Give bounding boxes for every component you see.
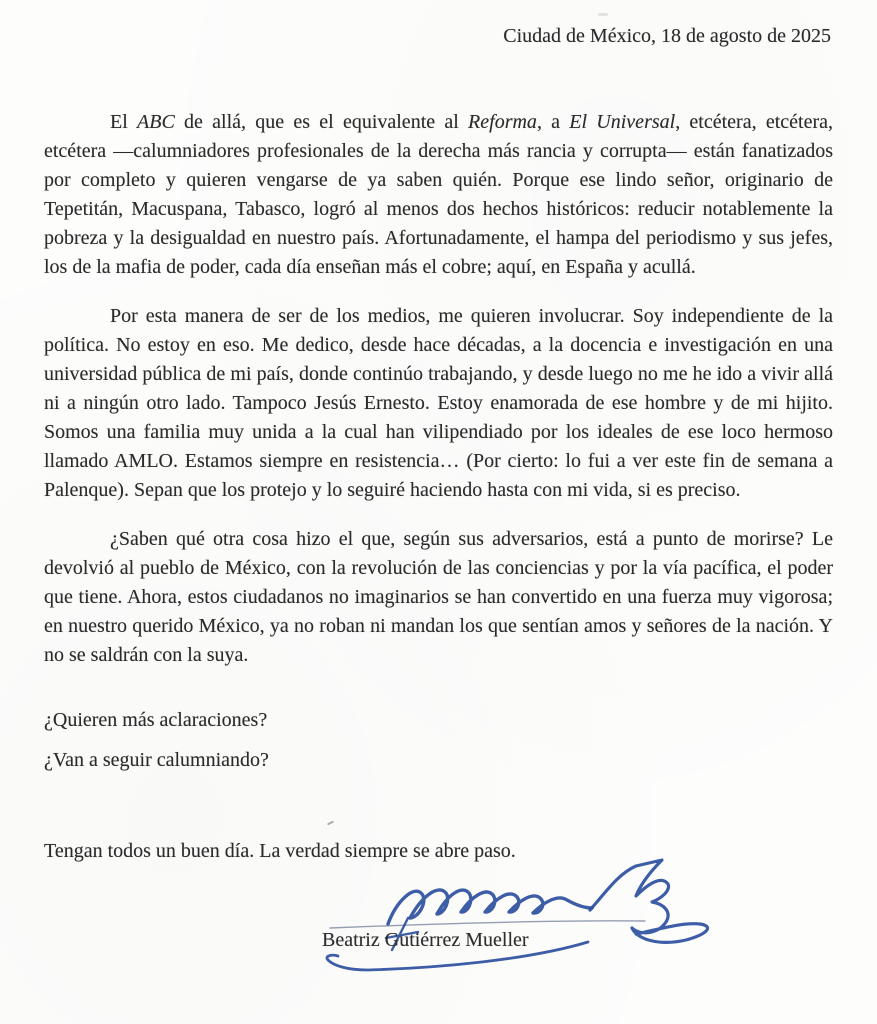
scan-speck [598, 13, 608, 16]
paragraph-3: ¿Saben qué otra cosa hizo el que, según sus adversarios, está a punto de morirse? Le devolvió al pueblo de México, con la revolución de las conciencias y por la vía pacífica, el poder que tiene. Ahora, estos ciudadanos no imaginarios se han convertido en una fuerza muy vigorosa; en nuestro querido México, ya no roban ni mandan los que sentían amos y señores de la nación. Y no se saldrán con la suya. [44, 528, 833, 666]
signature-flourish-icon [590, 860, 708, 942]
scan-speck [327, 820, 334, 825]
closing-line: Tengan todos un buen día. La verdad siempre se abre paso. [44, 840, 516, 862]
question-aclaraciones: ¿Quieren más aclaraciones? [44, 709, 268, 731]
dateline: Ciudad de México, 18 de agosto de 2025 [503, 25, 831, 47]
signature-block [0, 858, 877, 968]
signatory-name: Beatriz Gutiérrez Mueller [322, 929, 529, 951]
signature-scrawl-icon [388, 890, 592, 924]
questions-block [44, 706, 833, 775]
signature-icon [288, 858, 728, 978]
paragraph-1: El ABC de allá, que es el equivalente al Reforma, a El Universal, etcétera, etcétera, etcétera —calumniadores profesionales de la derecha más rancia y corrupta— están fanatizados por completo y quieren vengarse de ya saben quién. Porque ese lindo señor, originario de Tepetitán, Macuspana, Tabasco, logró al menos dos hechos históricos: reducir notablemente la pobreza y la desigualdad en nuestro país. Afortunadamente, el hampa del periodismo y sus jefes, los de la mafia de poder, cada día enseñan más el cobre; aquí, en España y acullá. [44, 111, 833, 278]
paragraph-2: Por esta manera de ser de los medios, me quieren involucrar. Soy independiente de la política. No estoy en eso. Me dedico, desde hace décadas, a la docencia e investigación en una universidad pública de mi país, donde continúo trabajando, y desde luego no me he ido a vivir allá ni a ningún otro lado. Tampoco Jesús Ernesto. Estoy enamorada de ese hombre y de mi hijito. Somos una familia muy unida a la cual han vilipendiado por los ideales de ese loco hermoso llamado AMLO. Estamos siempre en resistencia… (Por cierto: lo fui a ver este fin de semana a Palenque). Sepan que los protejo y lo seguiré haciendo hasta con mi vida, si es preciso. [44, 305, 833, 501]
letter-body [44, 108, 833, 670]
question-calumniando: ¿Van a seguir calumniando? [44, 749, 269, 771]
